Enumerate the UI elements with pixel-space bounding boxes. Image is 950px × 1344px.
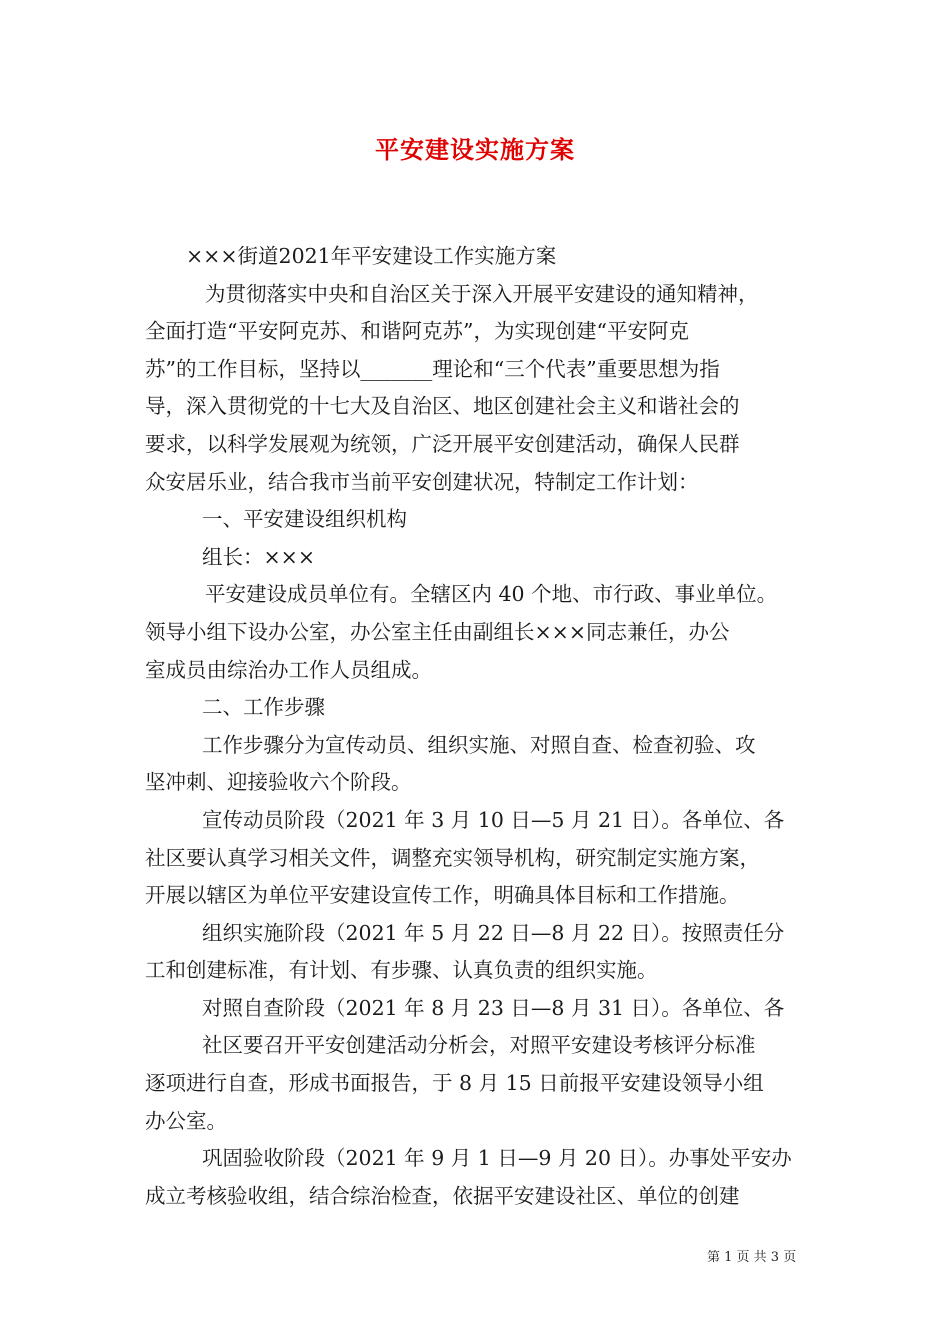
text-line: 组长：××× <box>202 544 316 569</box>
text-line: 全面打造“平安阿克苏、和谐阿克苏”，为实现创建“平安阿克 <box>145 319 689 344</box>
text-line: 室成员由综治办工作人员组成。 <box>145 657 432 682</box>
text-line: 社区要召开平安创建活动分析会，对照平安建设考核评分标准 <box>202 1033 756 1058</box>
text-line: 坚冲刺、迎接验收六个阶段。 <box>145 770 412 795</box>
text-line: ×××街道2021年平安建设工作实施方案 <box>186 244 557 268</box>
document-title: 平安建设实施方案 <box>375 135 575 164</box>
text-line: 领导小组下设办公室，办公室主任由副组长×××同志兼任，办公 <box>145 619 730 644</box>
text-line: 众安居乐业，结合我市当前平安创建状况，特制定工作计划： <box>145 469 699 494</box>
text-line: 苏”的工作目标，坚持以_______理论和“三个代表”重要思想为指 <box>145 356 720 381</box>
text-line: 社区要认真学习相关文件，调整充实领导机构，研究制定实施方案， <box>145 845 760 870</box>
text-line: 对照自查阶段（2021 年 8 月 23 日—8 月 31 日）。各单位、各 <box>202 995 785 1020</box>
text-line: 逐项进行自查，形成书面报告，于 8 月 15 日前报平安建设领导小组 <box>145 1071 764 1096</box>
text-line: 平安建设成员单位有。全辖区内 40 个地、市行政、事业单位。 <box>205 582 778 607</box>
text-line: 开展以辖区为单位平安建设宣传工作，明确具体目标和工作措施。 <box>145 883 740 908</box>
text-line: 宣传动员阶段（2021 年 3 月 10 日—5 月 21 日）。各单位、各 <box>202 807 785 832</box>
text-line: 为贯彻落实中央和自治区关于深入开展平安建设的通知精神， <box>205 281 759 306</box>
section-heading: 二、工作步骤 <box>202 695 325 720</box>
text-line: 工作步骤分为宣传动员、组织实施、对照自查、检查初验、攻 <box>202 732 756 757</box>
text-line: 办公室。 <box>145 1108 227 1133</box>
text-line: 成立考核验收组，结合综治检查，依据平安建设社区、单位的创建 <box>145 1183 740 1208</box>
text-line: 工和创建标准，有计划、有步骤、认真负责的组织实施。 <box>145 958 658 983</box>
text-line: 导，深入贯彻党的十七大及自治区、地区创建社会主义和谐社会的 <box>145 394 740 419</box>
text-line: 要求，以科学发展观为统领，广泛开展平安创建活动，确保人民群 <box>145 431 740 456</box>
document-body <box>145 238 809 1215</box>
text-line: 组织实施阶段（2021 年 5 月 22 日—8 月 22 日）。按照责任分 <box>202 920 785 945</box>
text-line: 巩固验收阶段（2021 年 9 月 1 日—9 月 20 日）。办事处平安办 <box>202 1146 792 1171</box>
section-heading: 一、平安建设组织机构 <box>202 507 407 532</box>
page-number: 第 1 页 共 3 页 <box>707 1250 797 1265</box>
